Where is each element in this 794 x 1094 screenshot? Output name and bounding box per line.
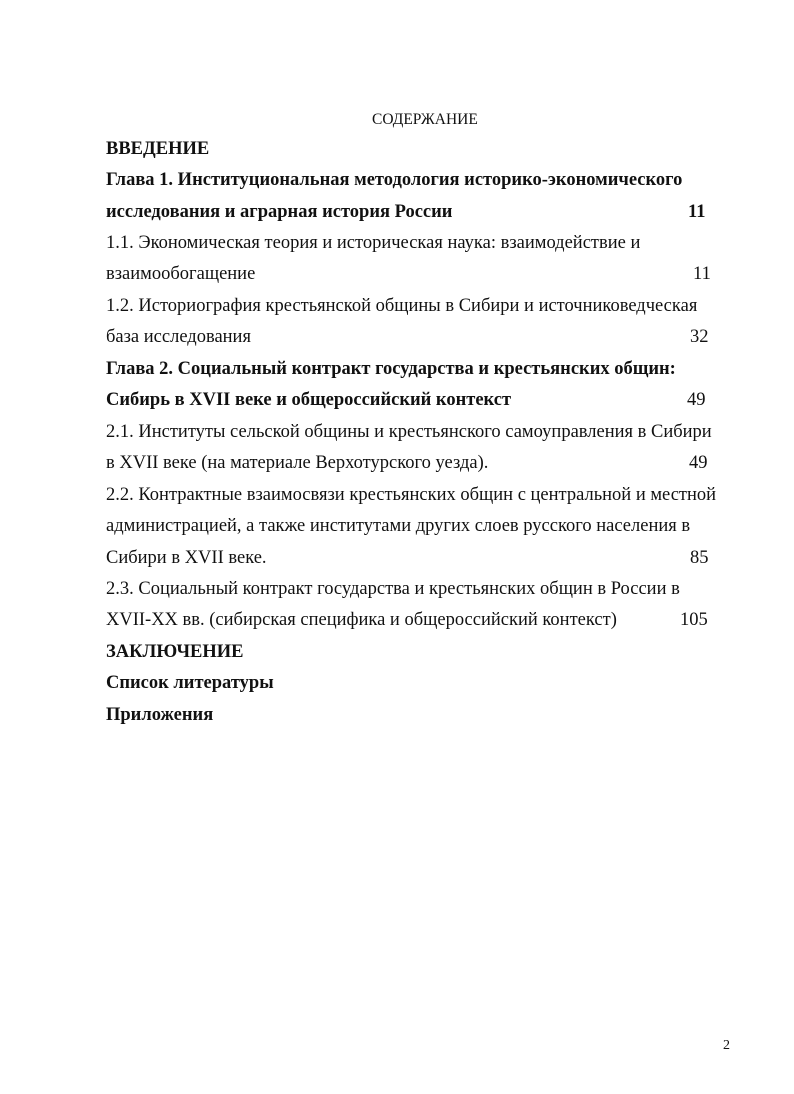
toc-section-1-2-line-2: база исследования	[106, 327, 251, 347]
toc-section-2-3-line-2: XVII-XX вв. (сибирская специфика и общероссийский контекст)	[106, 610, 617, 630]
toc-section-1-1-line-1: 1.1. Экономическая теория и историческая наука: взаимодействие и	[106, 233, 641, 253]
toc-section-2-2-line-3: Сибири в XVII веке.	[106, 548, 267, 568]
toc-chapter-2-line-2: Сибирь в XVII веке и общероссийский контекст	[106, 390, 512, 410]
toc-page-number: 105	[680, 610, 708, 630]
toc-section-2-2-line-2: администрацией, а также институтами других слоев русского населения в	[106, 516, 691, 536]
toc-item-conclusion: ЗАКЛЮЧЕНИЕ	[106, 642, 244, 662]
toc-page-number: 11	[688, 202, 706, 222]
toc-section-1-2-line-1: 1.2. Историография крестьянской общины в Сибири и источниковедческая	[106, 296, 698, 316]
toc-chapter-1-line-2: исследования и аграрная история России	[106, 202, 453, 222]
toc-chapter-1-line-1: Глава 1. Институциональная методология историко-экономического	[106, 170, 683, 190]
toc-page-number: 49	[689, 453, 708, 473]
toc-page-number: 85	[690, 548, 709, 568]
toc-heading: СОДЕРЖАНИЕ	[372, 111, 478, 128]
toc-section-2-3-line-1: 2.3. Социальный контракт государства и крестьянских общин в России в	[106, 579, 680, 599]
toc-section-2-1-line-1: 2.1. Институты сельской общины и крестьянского самоуправления в Сибири	[106, 422, 712, 442]
toc-item-introduction: ВВЕДЕНИЕ	[106, 139, 210, 159]
toc-section-1-1-line-2: взаимообогащение	[106, 264, 256, 284]
toc-page-number: 32	[690, 327, 709, 347]
toc-section-2-2-line-1: 2.2. Контрактные взаимосвязи крестьянских общин с центральной и местной	[106, 485, 717, 505]
toc-item-bibliography: Список литературы	[106, 673, 274, 693]
toc-item-appendices: Приложения	[106, 705, 214, 725]
toc-page-number: 49	[687, 390, 706, 410]
toc-section-2-1-line-2: в XVII веке (на материале Верхотурского уезда).	[106, 453, 489, 473]
toc-page-number: 11	[693, 264, 711, 284]
page-number: 2	[723, 1038, 730, 1053]
toc-chapter-2-line-1: Глава 2. Социальный контракт государства и крестьянских общин:	[106, 359, 676, 379]
